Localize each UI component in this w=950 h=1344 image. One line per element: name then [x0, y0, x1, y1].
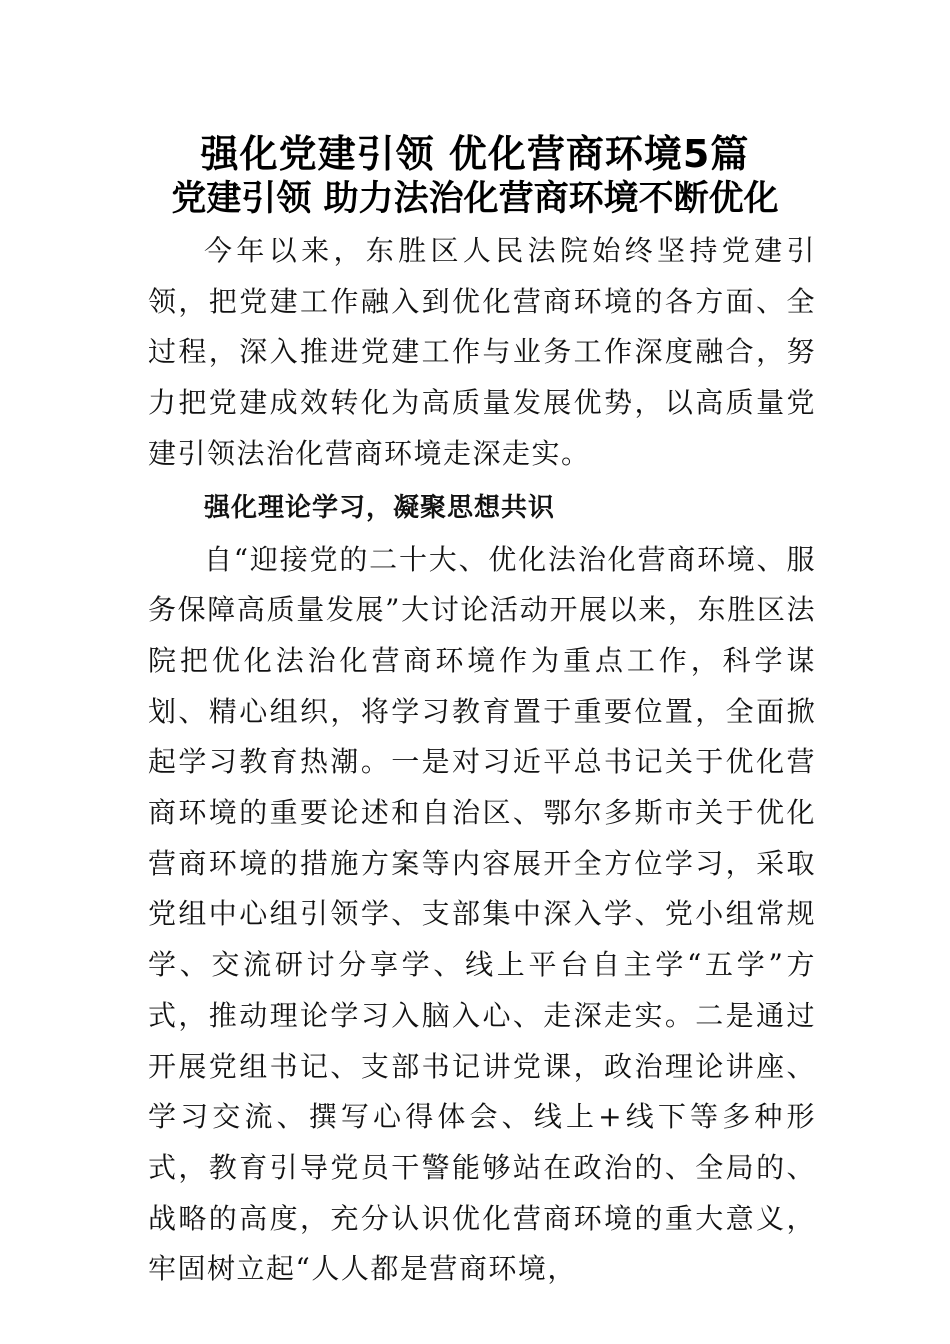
document-title: 强化党建引领 优化营商环境5篇	[200, 132, 750, 176]
section-paragraph: 自“迎接党的二十大、优化法治化营商环境、服务保障高质量发展”大讨论活动开展以来，东胜区法院把优化法治化营商环境作为重点工作，科学谋划、精心组织，将学习教育置于重要位置，全面掀起学习教育热潮。一是对习近平总书记关于优化营商环境的重要论述和自治区、鄂尔多斯市关于优化营商环境的措施方案等内容展开全方位学习，采取党组中心组引领学、支部集中深入学、党小组常规学、交流研讨分享学、线上平台自主学“五学”方式，推动理论学习入脑入心、走深走实。二是通过开展党组书记、支部书记讲党课，政治理论讲座、学习交流、撰写心得体会、线上+线下等多种形式，教育引导党员干警能够站在政治的、全局的、战略的高度，充分认识优化营商环境的重大意义，牢固树立起“人人都是营商环境，	[148, 542, 816, 1286]
document-body	[148, 226, 816, 1295]
section-heading: 强化理论学习，凝聚思想共识	[204, 492, 556, 523]
document-subtitle: 党建引领 助力法治化营商环境不断优化	[171, 179, 779, 219]
intro-paragraph: 今年以来，东胜区人民法院始终坚持党建引领，把党建工作融入到优化营商环境的各方面、全过程，深入推进党建工作与业务工作深度融合，努力把党建成效转化为高质量发展优势，以高质量党建引领法治化营商环境走深走实。	[148, 234, 816, 470]
